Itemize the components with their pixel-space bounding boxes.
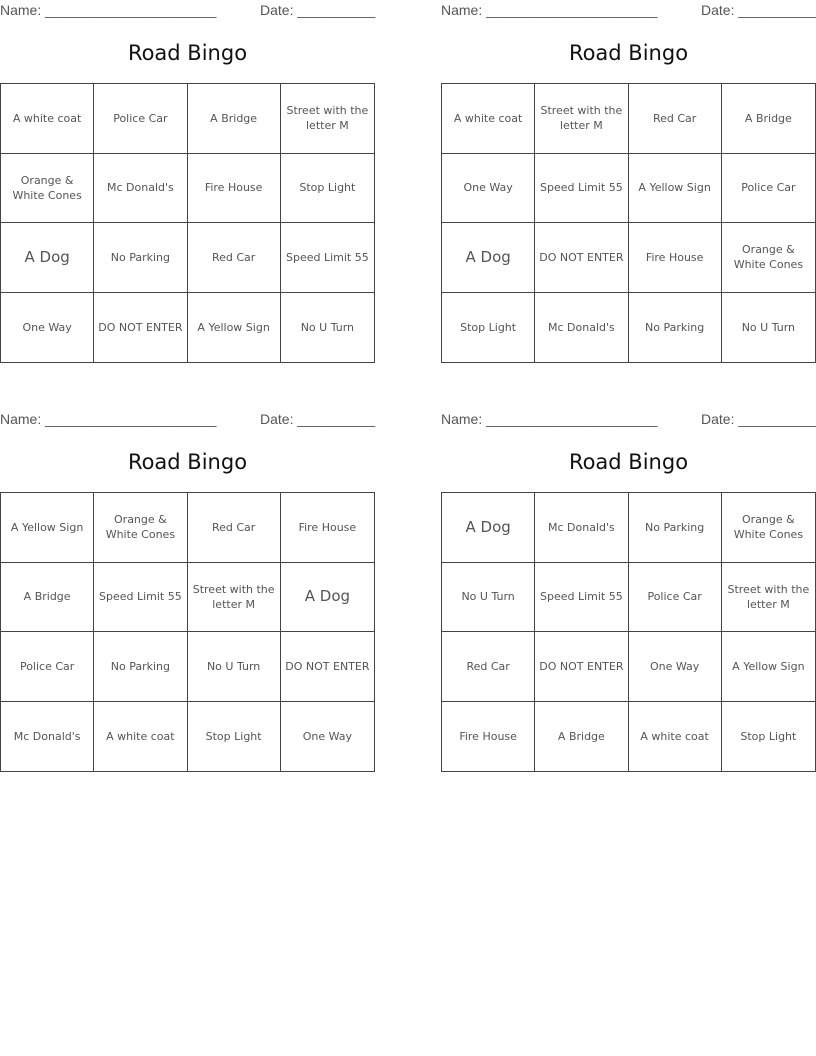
bingo-grid xyxy=(441,492,816,772)
bingo-cell: A white coat xyxy=(442,84,535,154)
bingo-cell: A Yellow Sign xyxy=(722,632,815,702)
card-header xyxy=(441,411,816,429)
card-title: Road Bingo xyxy=(127,450,248,474)
name-field: Name: ______________________ xyxy=(441,2,658,18)
bingo-cell: Mc Donald's xyxy=(535,293,628,363)
bingo-cell: Stop Light xyxy=(188,702,281,772)
bingo-cell: A white coat xyxy=(629,702,722,772)
bingo-cell: Orange & White Cones xyxy=(722,493,815,563)
bingo-cell: A Dog xyxy=(1,223,94,293)
bingo-card-1 xyxy=(0,0,376,334)
bingo-cell: Street with the letter M xyxy=(535,84,628,154)
bingo-cell: Stop Light xyxy=(442,293,535,363)
card-title: Road Bingo xyxy=(127,41,248,65)
bingo-cell: Street with the letter M xyxy=(188,563,281,633)
bingo-card-2 xyxy=(441,0,816,334)
bingo-cell: Speed Limit 55 xyxy=(281,223,374,293)
bingo-cell: Police Car xyxy=(94,84,187,154)
bingo-cell: Speed Limit 55 xyxy=(535,563,628,633)
bingo-cell: A Dog xyxy=(442,493,535,563)
bingo-cell: One Way xyxy=(1,293,94,363)
name-field: Name: ______________________ xyxy=(0,2,217,18)
bingo-cell: Street with the letter M xyxy=(722,563,815,633)
bingo-cell: No U Turn xyxy=(741,320,796,334)
card-title: Road Bingo xyxy=(568,41,689,65)
bingo-cell: No U Turn xyxy=(188,632,281,702)
date-field: Date: __________ xyxy=(701,2,816,18)
bingo-cell: Fire House xyxy=(281,493,374,563)
bingo-cell: DO NOT ENTER xyxy=(535,223,628,293)
bingo-cell: Police Car xyxy=(722,154,815,224)
bingo-cell: A Bridge xyxy=(1,563,94,633)
bingo-cell: A Yellow Sign xyxy=(629,154,722,224)
bingo-grid xyxy=(441,83,816,363)
card-header xyxy=(0,411,375,429)
bingo-cell: A Yellow Sign xyxy=(188,293,281,363)
bingo-cell: No U Turn xyxy=(300,320,355,334)
bingo-card-4 xyxy=(441,409,816,743)
bingo-cell: Red Car xyxy=(442,632,535,702)
bingo-cell: A white coat xyxy=(94,702,187,772)
bingo-cell: Stop Light xyxy=(740,729,797,743)
bingo-cell: Mc Donald's xyxy=(535,493,628,563)
bingo-grid xyxy=(0,83,375,363)
card-header xyxy=(441,2,816,20)
bingo-cell: Police Car xyxy=(629,563,722,633)
bingo-cell: A Bridge xyxy=(188,84,281,154)
bingo-cell: A Dog xyxy=(442,223,535,293)
bingo-cell: One Way xyxy=(302,729,353,743)
bingo-cell: Speed Limit 55 xyxy=(94,563,187,633)
bingo-cell: Street with the letter M xyxy=(281,84,374,154)
date-field: Date: __________ xyxy=(260,411,376,427)
card-title: Road Bingo xyxy=(568,450,689,474)
bingo-grid xyxy=(0,492,375,772)
date-field: Date: __________ xyxy=(260,2,376,18)
bingo-cell: DO NOT ENTER xyxy=(535,632,628,702)
card-header xyxy=(0,2,375,20)
name-field: Name: ______________________ xyxy=(0,411,217,427)
bingo-cell: Fire House xyxy=(629,223,722,293)
bingo-cell: Orange & White Cones xyxy=(94,493,187,563)
date-field: Date: __________ xyxy=(701,411,816,427)
bingo-cell: No Parking xyxy=(629,293,722,363)
bingo-cell: Police Car xyxy=(1,632,94,702)
bingo-cell: Stop Light xyxy=(281,154,374,224)
bingo-cell: A Bridge xyxy=(535,702,628,772)
bingo-cell: Red Car xyxy=(629,84,722,154)
bingo-cell: Fire House xyxy=(188,154,281,224)
bingo-cell: A white coat xyxy=(1,84,94,154)
bingo-cell: A Dog xyxy=(281,563,374,633)
bingo-cell: No Parking xyxy=(629,493,722,563)
bingo-cell: A Yellow Sign xyxy=(1,493,94,563)
bingo-cell: Red Car xyxy=(188,223,281,293)
bingo-cell: No Parking xyxy=(94,223,187,293)
bingo-cell: No U Turn xyxy=(442,563,535,633)
bingo-cell: One Way xyxy=(629,632,722,702)
name-field: Name: ______________________ xyxy=(441,411,658,427)
bingo-cell: Red Car xyxy=(188,493,281,563)
bingo-cell: Mc Donald's xyxy=(1,702,94,772)
bingo-cell: One Way xyxy=(442,154,535,224)
bingo-cell: Speed Limit 55 xyxy=(535,154,628,224)
bingo-cell: No Parking xyxy=(94,632,187,702)
bingo-card-3 xyxy=(0,409,376,743)
bingo-cell: Fire House xyxy=(442,702,535,772)
bingo-cell: Orange & White Cones xyxy=(1,154,94,224)
bingo-cell: Mc Donald's xyxy=(94,154,187,224)
bingo-cell: DO NOT ENTER xyxy=(281,632,374,702)
bingo-cell: A Bridge xyxy=(722,84,815,154)
bingo-cell: Orange & White Cones xyxy=(722,223,815,293)
bingo-cell: DO NOT ENTER xyxy=(94,293,187,363)
